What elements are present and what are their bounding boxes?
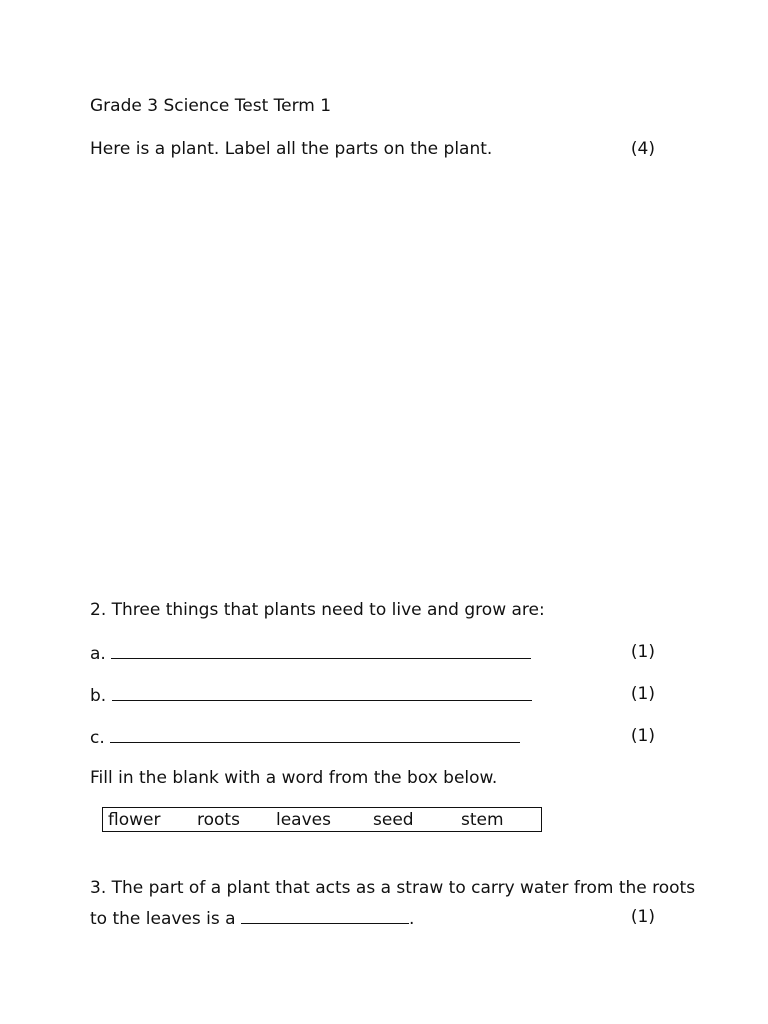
answer-blank-b[interactable] (112, 684, 532, 701)
word-bank-item: roots (197, 810, 240, 830)
question-3-marks: (1) (630, 907, 655, 927)
question-3-suffix: . (408, 909, 415, 929)
answer-line-c[interactable] (90, 726, 520, 748)
word-bank-instruction: Fill in the blank with a word from the box below. (90, 768, 498, 788)
word-bank-item: flower (108, 810, 161, 830)
answer-line-a[interactable] (90, 642, 531, 664)
word-bank-item: leaves (276, 810, 331, 830)
answer-label-b: b. (90, 686, 107, 706)
word-bank-item: seed (373, 810, 414, 830)
answer-line-b[interactable] (90, 684, 532, 706)
answer-marks-b: (1) (630, 684, 655, 704)
question-2-prompt: 2. Three things that plants need to live and grow are: (90, 600, 545, 620)
answer-blank-a[interactable] (111, 642, 531, 659)
answer-label-c: c. (90, 728, 105, 748)
plant-drawing-area (90, 180, 650, 580)
page-title: Grade 3 Science Test Term 1 (90, 96, 332, 116)
answer-marks-c: (1) (630, 726, 655, 746)
answer-label-a: a. (90, 644, 106, 664)
word-bank-box (102, 807, 542, 832)
question-1-prompt: Here is a plant. Label all the parts on the plant. (90, 139, 493, 159)
answer-marks-a: (1) (630, 642, 655, 662)
question-3-line-2 (90, 907, 414, 929)
question-3-line-1: 3. The part of a plant that acts as a straw to carry water from the roots (90, 878, 696, 898)
word-bank-item: stem (461, 810, 504, 830)
question-1-marks: (4) (630, 139, 655, 159)
answer-blank-c[interactable] (110, 726, 520, 743)
question-3-prefix: to the leaves is a (90, 909, 236, 929)
question-3-blank[interactable] (241, 907, 409, 924)
